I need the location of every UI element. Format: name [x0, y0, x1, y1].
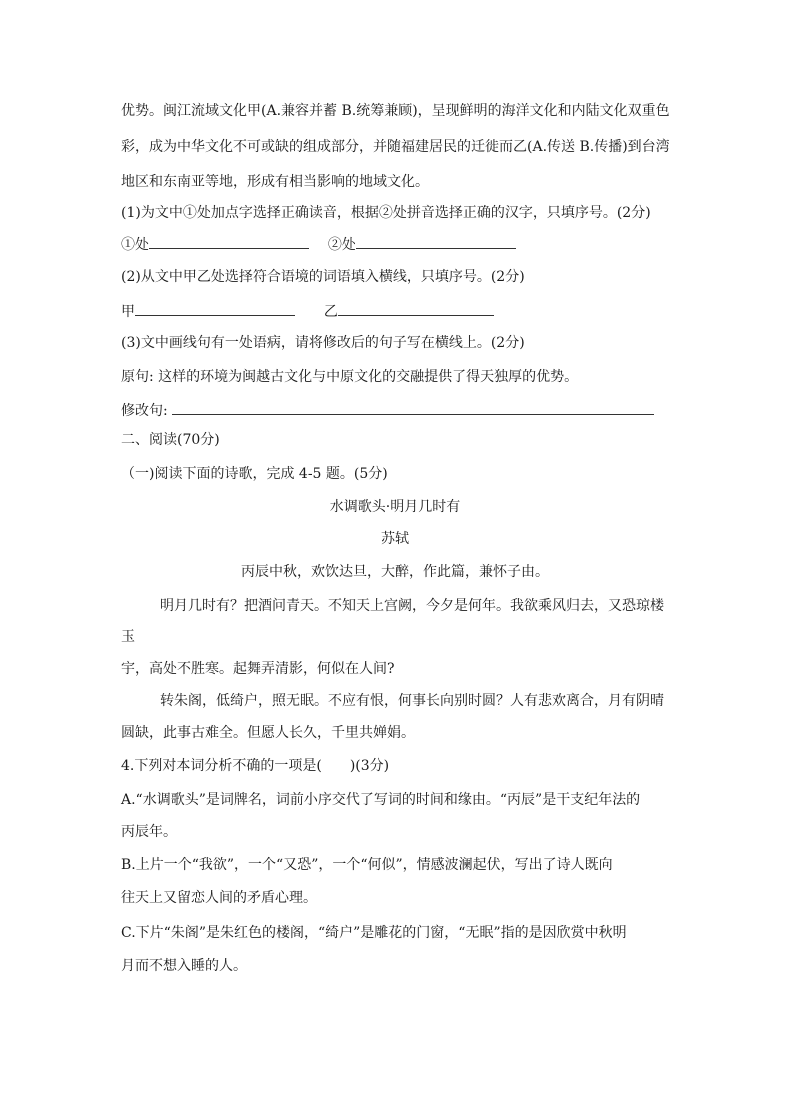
poem-line-3: 宇，高处不胜寒。起舞弄清影，何似在人间?	[121, 661, 395, 677]
poem-line-2: 玉	[121, 629, 135, 645]
answer-label-yi: 乙	[323, 304, 338, 320]
answer-label-1: ①处	[121, 237, 149, 253]
revised-label: 修改句:	[121, 403, 168, 419]
option-a-line-1: A.“水调歌头”是词牌名，词前小序交代了写词的时间和缘由。“丙辰”是干支纪年法的	[121, 792, 641, 808]
option-b-line-2: 往天上又留恋人间的矛盾心理。	[121, 890, 317, 906]
answer-blank-yi[interactable]	[338, 301, 494, 316]
poem-line-4: 转朱阁，低绮户，照无眠。不应有恨，何事长向别时圆？人有悲欢离合，月有阴晴	[160, 693, 664, 709]
answer-label-jia: 甲	[121, 304, 135, 320]
question-4-stem: 4.下列对本词分析不确的一项是( )(3分)	[121, 758, 390, 774]
poem-instructions: （一)阅读下面的诗歌，完成 4-5 题。(5分)	[121, 466, 388, 482]
question-3: (3)文中画线句有一处语病，请将修改后的句子写在横线上。(2分)	[121, 335, 525, 351]
revised-blank[interactable]	[172, 400, 654, 415]
question-1: (1)为文中①处加点字选择正确读音，根据②处拼音选择正确的汉字，只填序号。(2分)	[121, 205, 651, 221]
original-sentence: 原句: 这样的环境为闽越古文化与中原文化的交融提供了得天独厚的优势。	[121, 369, 579, 385]
poem-line-1: 明月几时有？把酒问青天。不知天上宫阙，今夕是何年。我欲乘风归去，又恐琼楼	[160, 598, 664, 614]
question-2: (2)从文中甲乙处选择符合语境的词语填入横线，只填序号。(2分)	[121, 269, 525, 285]
poem-title: 水调歌头·明月几时有	[329, 499, 461, 515]
poem-line-5: 圆缺，此事古难全。但愿人长久，千里共婵娟。	[121, 725, 415, 741]
answer-row-1	[121, 234, 516, 255]
poem-preface: 丙辰中秋，欢饮达旦，大醉，作此篇，兼怀子由。	[241, 564, 549, 580]
intro-line-1: 优势。闽江流域文化甲(A.兼容并蓄 B.统筹兼顾)，呈现鲜明的海洋文化和内陆文化双重色	[121, 103, 670, 119]
option-c-line-2: 月而不想入睡的人。	[121, 958, 247, 974]
intro-line-2: 彩，成为中华文化不可或缺的组成部分，并随福建居民的迁徙而乙(A.传送 B.传播)到台湾	[121, 139, 670, 155]
option-b-line-1: B.上片一个“我欲”，一个“又恐”，一个“何似”，情感波澜起伏，写出了诗人既向	[121, 857, 613, 873]
poem-author: 苏轼	[381, 531, 409, 547]
option-c-line-1: C.下片“朱阁”是朱红色的楼阁，“绮户”是雕花的门窗，“无眠”指的是因欣赏中秋明	[121, 925, 627, 941]
answer-row-2	[121, 301, 494, 322]
answer-blank-jia[interactable]	[135, 301, 295, 316]
section-heading: 二、阅读(70分)	[121, 432, 220, 448]
revised-row	[121, 400, 654, 421]
answer-blank-1[interactable]	[149, 234, 309, 249]
answer-label-2: ②处	[327, 237, 356, 253]
answer-blank-2[interactable]	[356, 234, 516, 249]
intro-line-3: 地区和东南亚等地，形成有相当影响的地域文化。	[121, 174, 429, 190]
option-a-line-2: 丙辰年。	[121, 824, 177, 840]
